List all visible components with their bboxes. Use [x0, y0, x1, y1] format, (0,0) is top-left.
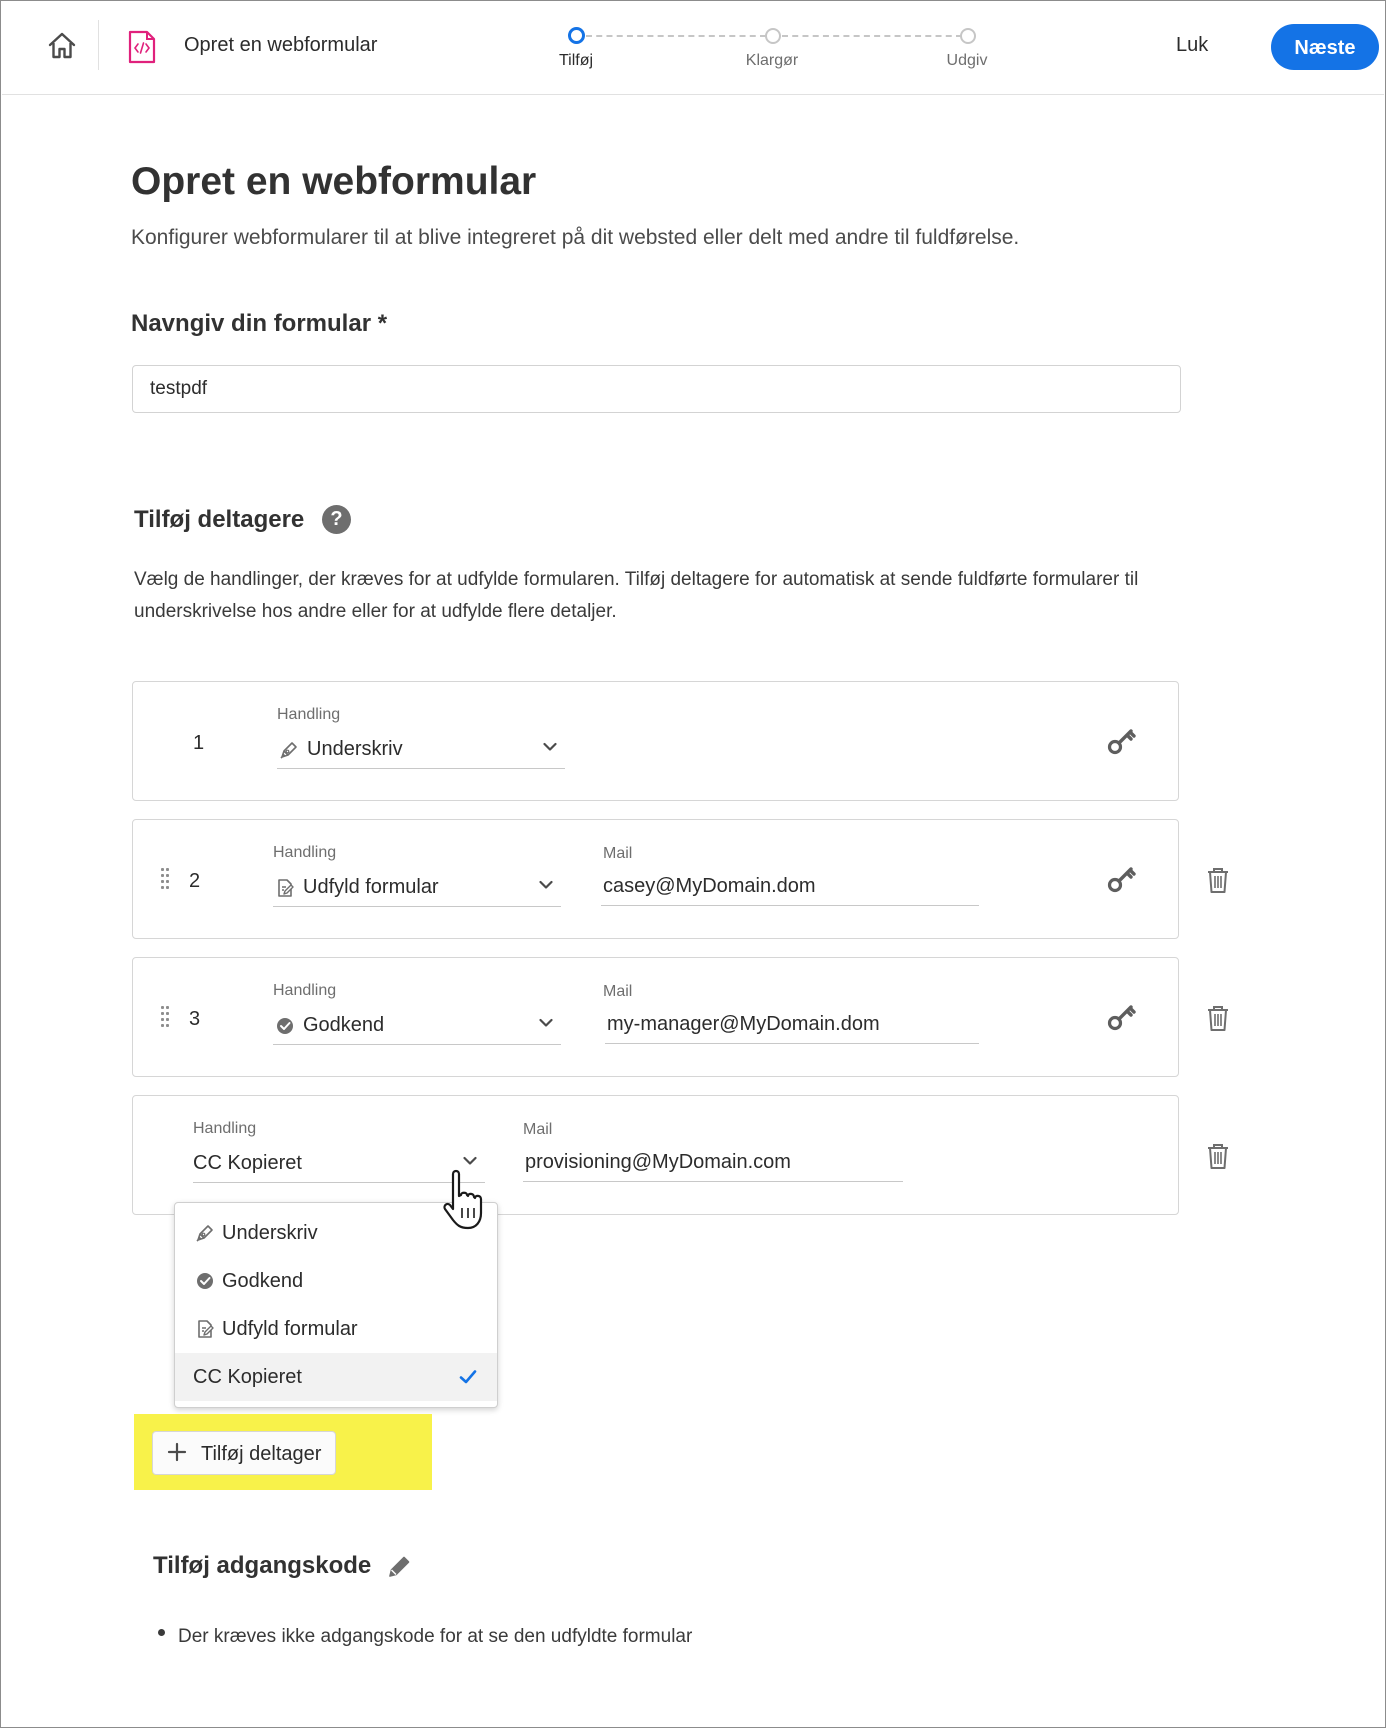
action-label: Handling	[193, 1120, 257, 1137]
action-select[interactable]	[273, 866, 561, 907]
mail-label: Mail	[603, 983, 633, 1000]
drag-handle-icon[interactable]	[161, 868, 171, 894]
chevron-down-icon[interactable]	[463, 1156, 477, 1166]
action-select[interactable]	[277, 728, 565, 769]
step-label-tilfoej[interactable]: Tilføj	[558, 52, 594, 69]
mail-input[interactable]: casey@MyDomain.dom	[601, 866, 979, 906]
bullet	[158, 1629, 165, 1636]
pencil-icon[interactable]	[386, 1554, 412, 1580]
mail-label: Mail	[603, 845, 633, 862]
form-fill-icon	[275, 878, 295, 898]
action-label: Handling	[273, 844, 337, 861]
password-heading: Tilføj adgangskode	[153, 1552, 372, 1579]
dropdown-option-udfyld-formular[interactable]	[175, 1305, 497, 1353]
checkmark-icon	[459, 1369, 477, 1385]
participant-number: 2	[189, 870, 201, 892]
participant-number: 3	[189, 1008, 201, 1030]
step-label-udgiv[interactable]: Udgiv	[946, 52, 988, 69]
action-value: Godkend	[303, 1014, 385, 1036]
page-title: Opret en webformular	[131, 160, 537, 203]
key-icon[interactable]	[1107, 726, 1137, 756]
participant-number: 1	[193, 732, 205, 754]
chevron-down-icon[interactable]	[539, 1018, 553, 1028]
participant-row-2	[132, 819, 1179, 939]
add-participant-button[interactable]	[152, 1431, 336, 1475]
chevron-down-icon[interactable]	[543, 742, 557, 752]
participants-heading: Tilføj deltagere	[134, 506, 305, 533]
action-value: Underskriv	[307, 738, 403, 760]
form-name-input[interactable]: testpdf	[132, 365, 1181, 413]
step-dot-tilfoej	[568, 27, 585, 44]
add-participant-label: Tilføj deltager	[201, 1443, 322, 1465]
close-button[interactable]: Luk	[1176, 34, 1209, 56]
dropdown-option-label: CC Kopieret	[193, 1366, 302, 1388]
step-dot-udgiv	[960, 28, 976, 44]
mail-label: Mail	[523, 1121, 553, 1138]
question-circle-icon[interactable]: ?	[322, 505, 351, 534]
form-fill-icon	[195, 1319, 215, 1339]
key-icon[interactable]	[1107, 1002, 1137, 1032]
drag-handle-icon[interactable]	[161, 1006, 171, 1032]
trash-icon[interactable]	[1205, 866, 1231, 894]
checkmark-circle-icon	[275, 1016, 295, 1036]
page-subtitle: Konfigurer webformularer til at blive integreret på dit websted eller delt med andre til fuldførelse.	[131, 226, 1020, 249]
hand-pointer-cursor-icon	[440, 1168, 496, 1238]
participant-row-4	[132, 1095, 1179, 1215]
pen-sign-icon	[279, 740, 299, 760]
trash-icon[interactable]	[1205, 1004, 1231, 1032]
participant-row-3	[132, 957, 1179, 1077]
action-label: Handling	[277, 706, 341, 723]
next-button[interactable]: Næste	[1271, 24, 1379, 70]
dropdown-option-godkend[interactable]	[175, 1257, 497, 1305]
dropdown-option-label: Godkend	[222, 1270, 304, 1292]
participants-description: Vælg de handlinger, der kræves for at udfylde formularen. Tilføj deltagere for automatisk at sende fuldførte formularer til underskrivelse hos andre eller for at udfylde flere detaljer.	[134, 569, 1139, 622]
action-value: Udfyld formular	[303, 876, 439, 898]
app-title: Opret en webformular	[184, 34, 378, 56]
web-form-document-icon	[128, 30, 156, 64]
trash-icon[interactable]	[1205, 1142, 1231, 1170]
top-bar	[2, 0, 1384, 95]
step-connector	[586, 35, 766, 37]
home-icon[interactable]	[46, 30, 78, 62]
header-divider	[98, 20, 99, 70]
action-label: Handling	[273, 982, 337, 999]
chevron-down-icon[interactable]	[539, 880, 553, 890]
step-dot-klargoer	[765, 28, 781, 44]
step-label-klargoer[interactable]: Klargør	[745, 52, 799, 69]
checkmark-circle-icon	[195, 1271, 215, 1291]
mail-input[interactable]: my-manager@MyDomain.dom	[605, 1004, 979, 1044]
participant-row-1	[132, 681, 1179, 801]
form-name-label: Navngiv din formular *	[131, 310, 388, 337]
dropdown-option-label: Udfyld formular	[222, 1318, 358, 1340]
dropdown-option-label: Underskriv	[222, 1222, 318, 1244]
key-icon[interactable]	[1107, 864, 1137, 894]
plus-icon	[167, 1442, 187, 1462]
password-note: Der kræves ikke adgangskode for at se den udfyldte formular	[178, 1626, 693, 1647]
pen-sign-icon	[195, 1223, 215, 1243]
dropdown-option-cc-kopieret[interactable]	[175, 1353, 497, 1401]
action-value: CC Kopieret	[193, 1152, 302, 1174]
mail-input[interactable]: provisioning@MyDomain.com	[523, 1142, 903, 1182]
step-connector	[782, 35, 962, 37]
action-select[interactable]	[273, 1004, 561, 1045]
